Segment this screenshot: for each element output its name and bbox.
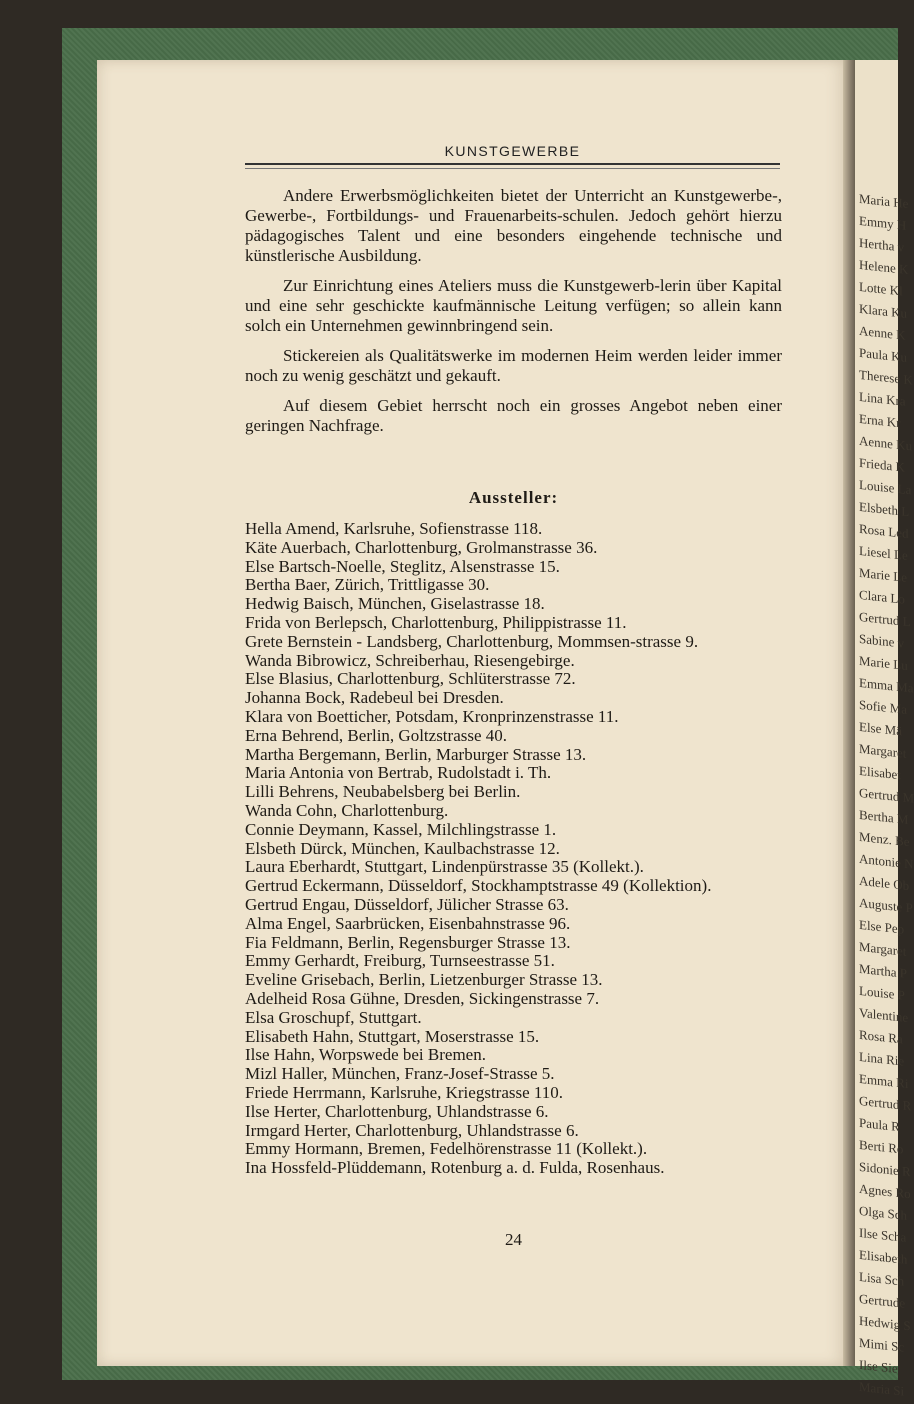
facing-page-line: Else Mä — [859, 718, 902, 739]
list-item: Käte Auerbach, Charlottenburg, Grolmanstrasse 36. — [245, 537, 598, 557]
facing-page-line: Elisabet — [859, 762, 901, 783]
facing-page-line: Sidonie R — [859, 1158, 911, 1180]
list-item: Alma Engel, Saarbrücken, Eisenbahnstrasse 96. — [245, 913, 571, 933]
facing-page-line: Lisa Sch — [859, 1268, 905, 1289]
list-item: Irmgard Herter, Charlottenburg, Uhlandstrasse 6. — [245, 1120, 579, 1140]
facing-page-line: Emma Ri — [859, 1070, 909, 1092]
list-item: Hella Amend, Karlsruhe, Sofienstrasse 118. — [245, 519, 543, 538]
list-item: Johanna Bock, Radebeul bei Dresden. — [245, 688, 504, 708]
facing-page-line: Olga Sch — [859, 1202, 908, 1223]
facing-page-line: Lina Rie — [859, 1048, 905, 1069]
facing-page-line: Emma Ma — [859, 674, 914, 696]
facing-page-line: Maria He — [859, 190, 909, 212]
list-item: Erna Behrend, Berlin, Goltzstrasse 40. — [245, 725, 508, 745]
list-item: Laura Eberhardt, Stuttgart, Lindenpürstrasse 35 (Kollekt.). — [245, 857, 644, 877]
facing-page-line: Rosa Ra — [859, 1026, 903, 1047]
list-item: Elsbeth Dürck, München, Kaulbachstrasse 12. — [245, 838, 560, 858]
facing-page-line: Therese K — [859, 366, 913, 388]
list-item: Else Blasius, Charlottenburg, Schlüterstrasse 72. — [245, 669, 576, 689]
list-item: Ilse Herter, Charlottenburg, Uhlandstrasse 6. — [245, 1101, 549, 1121]
facing-page-line: Agnes Ro — [859, 1180, 911, 1202]
facing-page-line: Adele Ob — [859, 872, 910, 894]
facing-page-line: Paula R — [859, 1114, 900, 1135]
facing-page-line: Marie Lu — [859, 652, 908, 674]
facing-page-text — [859, 188, 914, 1402]
facing-page-line: Clara Lo — [859, 586, 905, 607]
list-item: Gertrud Engau, Düsseldorf, Jülicher Strasse 63. — [245, 894, 569, 914]
list-item: Emmy Gerhardt, Freiburg, Turnseestrasse 51. — [245, 951, 555, 971]
facing-page-line: Rosa Led — [859, 520, 909, 542]
list-item: Wanda Bibrowicz, Schreiberhau, Riesengebirge. — [245, 650, 575, 670]
list-item: Elsa Groschupf, Stuttgart. — [245, 1007, 422, 1027]
facing-page-line: Lotte Kl — [859, 278, 903, 299]
facing-page-line: Bertha M — [859, 806, 909, 828]
facing-page-line: Marie Le — [859, 564, 908, 585]
facing-page-line: Gertrud R — [859, 1092, 912, 1114]
facing-page-line: Sofie Ma — [859, 696, 908, 717]
list-item: Klara von Boetticher, Potsdam, Kronprinzenstrasse 11. — [245, 706, 619, 726]
facing-page-line: Lina Kra — [859, 388, 906, 409]
facing-page-line: Louise La — [859, 476, 912, 498]
list-item: Grete Bernstein - Landsberg, Charlottenburg, Mommsen-strasse 9. — [245, 631, 699, 651]
list-item: Martha Bergemann, Berlin, Marburger Strasse 13. — [245, 744, 587, 764]
running-header: KUNSTGEWERBE — [444, 143, 581, 159]
facing-page-line: Margaret — [859, 740, 907, 761]
facing-page-edge — [855, 60, 914, 1399]
facing-page-line: Ilse Scha — [859, 1224, 907, 1245]
facing-page-line: Emmy H — [859, 212, 907, 233]
facing-page-line: Berti Ro — [859, 1136, 904, 1157]
list-item: Gertrud Eckermann, Düsseldorf, Stockhamptstrasse 49 (Kollektion). — [245, 876, 712, 896]
facing-page-line: Aenne Ku — [859, 432, 913, 454]
paragraph: Zur Einrichtung eines Ateliers muss die Kunstgewerb-lerin über Kapital und eine sehr geschickte kaufmännische Leitung verfügen; so allein kann solch ein Unternehmen gewinnbringend sein. — [245, 276, 782, 335]
paragraph: Stickereien als Qualitätswerke im modernen Heim werden leider immer noch zu wenig geschätzt und gekauft. — [245, 346, 782, 385]
list-item: Adelheid Rosa Gühne, Dresden, Sickingenstrasse 7. — [245, 988, 600, 1008]
page-gutter — [843, 60, 855, 1366]
list-item: Hedwig Baisch, München, Giselastrasse 18. — [245, 594, 545, 614]
paragraph: Andere Erwerbsmöglichkeiten bietet der Unterricht an Kunstgewerbe-, Gewerbe-, Fortbildungs- und Frauenarbeits-schulen. Jedoch gehört hierzu pädagogisches Talent und eine besonders eingehende technische und künstlerische Ausbildung. — [245, 186, 782, 265]
facing-page-line: Antonie N — [859, 850, 914, 872]
facing-page-line: Liesel Le — [859, 542, 908, 564]
exhibitor-list — [245, 520, 782, 1178]
list-item: Emmy Hormann, Bremen, Fedelhörenstrasse 11 (Kollekt.). — [245, 1139, 648, 1159]
list-item: Elisabeth Hahn, Stuttgart, Moserstrasse 15. — [245, 1026, 540, 1046]
facing-page-line: Aenne K — [859, 322, 906, 343]
exhibitors-heading: Aussteller: — [468, 488, 559, 507]
list-item: Bertha Baer, Zürich, Trittligasse 30. — [245, 575, 490, 595]
facing-page-line: Margaret — [859, 938, 907, 959]
list-item: Friede Herrmann, Karlsruhe, Kriegstrasse 110. — [245, 1082, 564, 1102]
list-item: Ilse Hahn, Worpswede bei Bremen. — [245, 1045, 486, 1065]
facing-page-line: Sabine v — [859, 630, 905, 651]
facing-page-line: Maria Si — [859, 1378, 905, 1399]
facing-page-line: Valentine — [859, 1004, 909, 1026]
facing-page-line: Gertrud L — [859, 608, 911, 630]
list-item: Frida von Berlepsch, Charlottenburg, Philippistrasse 11. — [245, 612, 627, 632]
facing-page-line: Louise P — [859, 982, 905, 1003]
list-item: Fia Feldmann, Berlin, Regensburger Strasse 13. — [245, 932, 571, 952]
list-item: Eveline Grisebach, Berlin, Lietzenburger Strasse 13. — [245, 970, 603, 990]
list-item: Connie Deymann, Kassel, Milchlingstrasse 1. — [245, 819, 557, 839]
facing-page-line: Martha P — [859, 960, 908, 981]
facing-page-line: Else Pep — [859, 916, 905, 937]
facing-page-line: Helene K — [859, 256, 909, 278]
list-item: Ina Hossfeld-Plüddemann, Rotenburg a. d. Fulda, Rosenhaus. — [245, 1158, 665, 1178]
page-number: 24 — [505, 1230, 522, 1249]
paragraph: Auf diesem Gebiet herrscht noch ein grosses Angebot neben einer geringen Nachfrage. — [245, 396, 782, 435]
header-rule — [245, 163, 780, 169]
facing-page-line: Gertrude — [859, 1290, 906, 1311]
facing-page-line: Mimi Sc — [859, 1334, 905, 1355]
facing-page-line: Frieda K — [859, 454, 905, 475]
facing-page-line: Auguste P — [859, 894, 913, 916]
facing-page-line: Gertrud M — [859, 784, 914, 806]
facing-page-line: Hertha v — [859, 234, 905, 255]
intro-text — [245, 186, 782, 446]
list-item: Lilli Behrens, Neubabelsberg bei Berlin. — [245, 782, 521, 802]
facing-page-line: Erna Kr — [859, 410, 901, 431]
facing-page-line: Elsbeth L — [859, 498, 910, 520]
list-item: Wanda Cohn, Charlottenburg. — [245, 800, 449, 820]
facing-page-line: Klara Ku — [859, 300, 908, 321]
facing-page-line: Ilse Sie — [859, 1356, 898, 1376]
facing-page-line: Menz. Be — [859, 828, 910, 850]
facing-page-line: Elisabeth — [859, 1246, 908, 1267]
facing-page-line: Hedwig S — [859, 1312, 911, 1334]
list-item: Maria Antonia von Bertrab, Rudolstadt i. Th. — [245, 763, 552, 783]
list-item: Else Bartsch-Noelle, Steglitz, Alsenstrasse 15. — [245, 556, 560, 576]
list-item: Mizl Haller, München, Franz-Josef-Strasse 5. — [245, 1064, 555, 1084]
facing-page-line: Paula Ku — [859, 344, 908, 365]
